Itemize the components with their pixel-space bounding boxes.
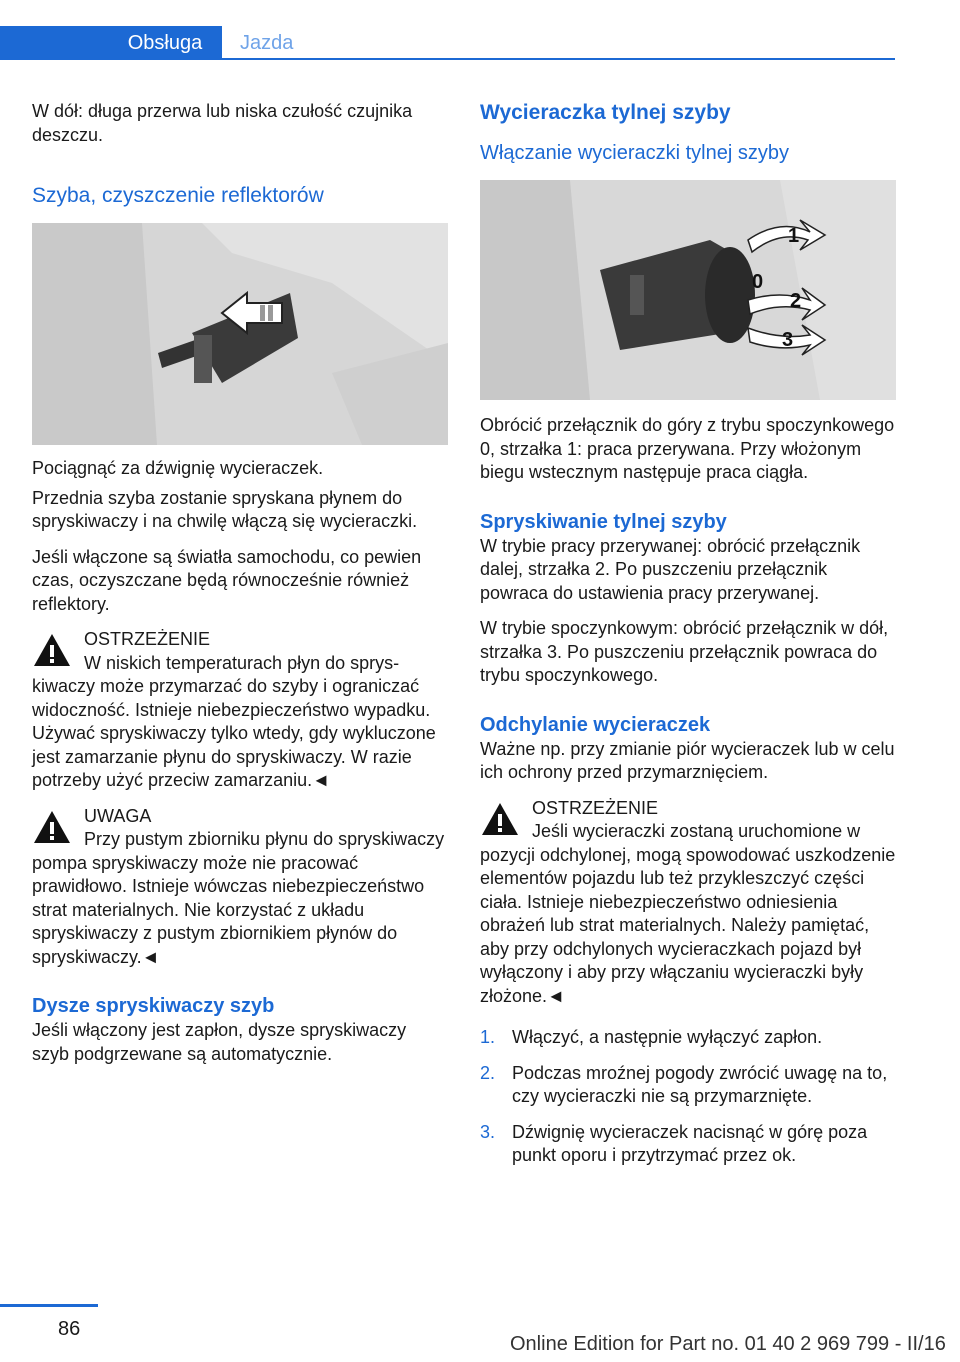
lever-pull-image — [32, 223, 448, 445]
heading-nozzles: Dysze spryskiwaczy szyb — [32, 995, 275, 1017]
nozzles-text: Jeśli włączony jest zapłon, dysze spryskiwaczy szyb podgrzewane są automatycznie. — [32, 1020, 407, 1064]
tab-obsluga-label: Obsługa — [127, 32, 203, 54]
notice-empty-tank-title: UWAGA — [84, 805, 152, 826]
warning-triangle-icon — [32, 809, 72, 845]
heading-rear-spray: Spryskiwanie tylnej szyby — [480, 510, 727, 533]
right-column — [480, 100, 896, 1180]
step-text: Podczas mroźnej pogody zwrócić uwagę na to, czy wycieraczki nie są przymarznięte. — [512, 1062, 888, 1106]
heading-rear-wiper-on: Włączanie wycieraczki tylnej szyby — [480, 142, 789, 164]
arrow-label-1: 1 — [788, 225, 800, 247]
warning-triangle-icon — [32, 632, 72, 668]
warning-folded-wipers — [480, 797, 896, 1009]
heading-headlights: Szyba, czyszczenie reflektorów — [32, 184, 324, 207]
rear-spray-intermittent-text: W trybie pracy przerywanej: obrócić przełącznik dalej, strzałka 2. Po puszczeniu przełącznik powraca do ustawienia pracy przerywanej. — [480, 535, 861, 603]
fold-wipers-text: Ważne np. przy zmianie piór wycieraczek lub w celu ich ochrony przed przymarznięciem. — [480, 738, 895, 782]
edition-text: Online Edition for Part no. 01 40 2 969 799 - II/16 — [510, 1333, 946, 1355]
lever-pull-illustration — [32, 223, 448, 445]
headlight-clean-text: Jeśli włączone są światła samochodu, co pewien czas, oczyszczane będą równocześnie również reflektory. — [32, 546, 422, 614]
fold-steps-list — [480, 1026, 896, 1168]
rear-wiper-image — [480, 180, 896, 400]
pull-lever-text: Pociągnąć za dźwignię wycieraczek. — [32, 458, 324, 478]
warning-triangle-icon — [480, 801, 520, 837]
heading-fold-wipers: Odchylanie wycieraczek — [480, 713, 711, 736]
tab-underline — [0, 58, 895, 60]
warning-folded-text: Jeśli wycieraczki zostaną uruchomione w pozycji odchylonej, mogą spowodować uszkodzenie elementów pojazdu lub też przykleszczyć części ciała. Istnieje niebezpieczeństwo odniesienia obrażeń lub strat materialnych. Należy pamiętać, aby przy odchylonych wycieraczkach pojazd był wyłączony i aby przy włączaniu wycieraczki były złożone.◄ — [480, 821, 896, 1006]
step-number: 1. — [480, 1027, 496, 1047]
windshield-spray-text: Przednia szyba zostanie spryskana płynem do spryskiwaczy i na chwilę włączą się wycieraczki. — [32, 487, 418, 531]
arrow-label-2: 2 — [790, 290, 802, 312]
step-text: Włączyć, a następnie wyłączyć zapłon. — [512, 1027, 823, 1047]
rear-spray-rest-text: W trybie spoczynkowym: obrócić przełącznik w dół, strzałka 3. Po puszczeniu przełącznik powraca do trybu spoczynkowego. — [480, 618, 889, 685]
tab-jazda[interactable]: Jazda — [240, 32, 294, 54]
tab-obsluga[interactable] — [0, 26, 222, 58]
footer-rule — [0, 1304, 98, 1307]
notice-empty-tank-text: Przy pustym zbiorniku płynu do spryskiwaczy pompa spryskiwaczy może nie pracować prawidłowo. Istnieje wówczas niebezpieczeństwo strat materialnych. Nie korzystać z układu spryskiwaczy z pustym zbiornikiem płynów do spryskiwaczy.◄ — [32, 829, 445, 967]
warning-folded-title: OSTRZEŻENIE — [532, 797, 659, 818]
step-text: Dźwignię wycieraczek nacisnąć w górę poza punkt oporu i przytrzymać przez ok. — [512, 1121, 868, 1165]
heading-rear-wiper: Wycieraczka tylnej szyby — [480, 101, 731, 124]
left-column — [32, 100, 448, 1066]
warning-frost-title: OSTRZEŻENIE — [84, 629, 211, 649]
intro-text: W dół: długa przerwa lub niska czułość czujnika deszczu. — [32, 101, 413, 145]
position-label-0: 0 — [752, 271, 764, 293]
step-number: 3. — [480, 1121, 496, 1142]
chapter-tabs — [0, 26, 895, 62]
list-item — [480, 1121, 896, 1168]
list-item — [480, 1062, 896, 1109]
warning-frost — [32, 628, 448, 793]
rear-wiper-illustration — [480, 180, 896, 400]
step-number: 2. — [480, 1062, 496, 1083]
notice-empty-tank — [32, 805, 448, 970]
list-item — [480, 1026, 896, 1050]
warning-frost-text: W niskich temperaturach płyn do spryskiwaczy może przymarzać do szyby i ograniczać widoczność. Istnieje niebezpieczeństwo wypadku. Używać spryskiwaczy tylko wtedy, gdy wykluczone jest zamarzanie płynu do spryskiwaczy. W razie potrzeby użyć przeciw zamarzaniu.◄ — [32, 652, 436, 790]
rear-wiper-on-text: Obrócić przełącznik do góry z trybu spoczynkowego 0, strzałka 1: praca przerywana. Przy włożonym biegu wstecznym następuje praca ciągła. — [480, 415, 895, 482]
arrow-label-3: 3 — [782, 329, 794, 351]
page-number: 86 — [58, 1318, 81, 1340]
